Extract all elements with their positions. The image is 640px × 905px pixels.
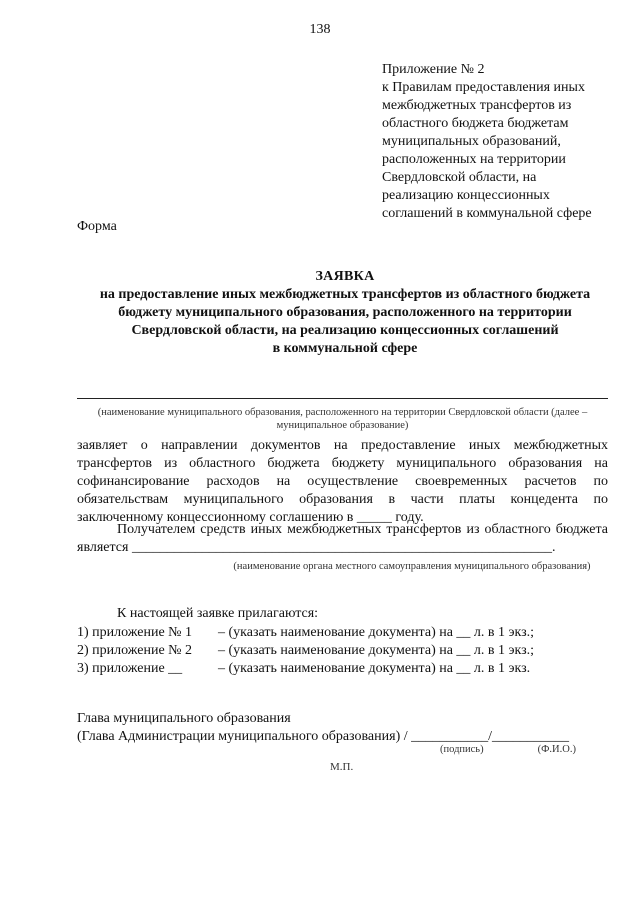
recipient-caption: (наименование органа местного самоуправления муниципального образования) [233,561,591,572]
title-heading: ЗАЯВКА [315,269,375,284]
appendix-line: расположенных на территории [382,152,566,167]
paragraph-recipient: Получателем средств иных межбюджетных трансфертов из областного бюджета является ____________________________________________________________. [77,522,608,555]
title-line: Свердловской области, на реализацию концессионных соглашений [131,323,559,338]
attachments-heading: К настоящей заявке прилагаются: [117,606,319,621]
municipality-fill-line [77,398,608,399]
document-title [60,268,630,358]
title-line: на предоставление иных межбюджетных трансфертов из областного бюджета [99,287,591,302]
appendix-line: реализацию концессионных [382,188,550,203]
page-number: 138 [309,22,331,37]
appendix-line: Приложение № 2 [382,62,485,77]
appendix-line: муниципальных образований, [382,134,561,149]
list-item [77,624,608,642]
signature-caption: (подпись) [440,744,484,755]
attachment-label: 2) приложение № 2 [77,643,193,658]
stamp-place: М.П. [330,761,354,773]
title-line: бюджету муниципального образования, расположенного на территории [118,305,572,320]
attachment-text: – (указать наименование документа) на __ л. в 1 экз.; [218,643,535,658]
appendix-line: к Правилам предоставления иных [382,80,585,95]
title-line: в коммунальной сфере [272,341,418,356]
appendix-line: межбюджетных трансфертов из [382,98,572,113]
signature-line: (Глава Администрации муниципального образования) / ___________/___________ [77,729,570,744]
paragraph-statement: заявляет о направлении документов на предоставление иных межбюджетных трансфертов из областного бюджета бюджету муниципального образования на софинансирование расходов на осуществление своевременных расчетов по обязательствам муниципального образования в части платы концедента по заключенному концессионному соглашению в _____ году. [77,438,608,525]
list-item [77,660,608,678]
signature-captions [440,744,576,755]
municipality-caption: (наименование муниципального образования, расположенного на территории Свердловской области (далее – муниципальное образование) [97,407,588,431]
appendix-note [382,61,622,223]
appendix-line: Свердловской области, на [382,170,537,185]
attachment-text: – (указать наименование документа) на __ л. в 1 экз. [218,661,531,676]
appendix-line: соглашений в коммунальной сфере [382,206,592,221]
attachment-label: 3) приложение __ [77,661,183,676]
signature-block [77,710,617,746]
form-label: Форма [77,219,117,234]
attachment-label: 1) приложение № 1 [77,625,193,640]
list-item [77,642,608,660]
attachment-text: – (указать наименование документа) на __ л. в 1 экз.; [218,625,535,640]
name-caption: (Ф.И.О.) [537,744,576,755]
attachments-list [77,624,608,678]
appendix-line: областного бюджета бюджетам [382,116,569,131]
signature-title: Глава муниципального образования [77,711,291,726]
